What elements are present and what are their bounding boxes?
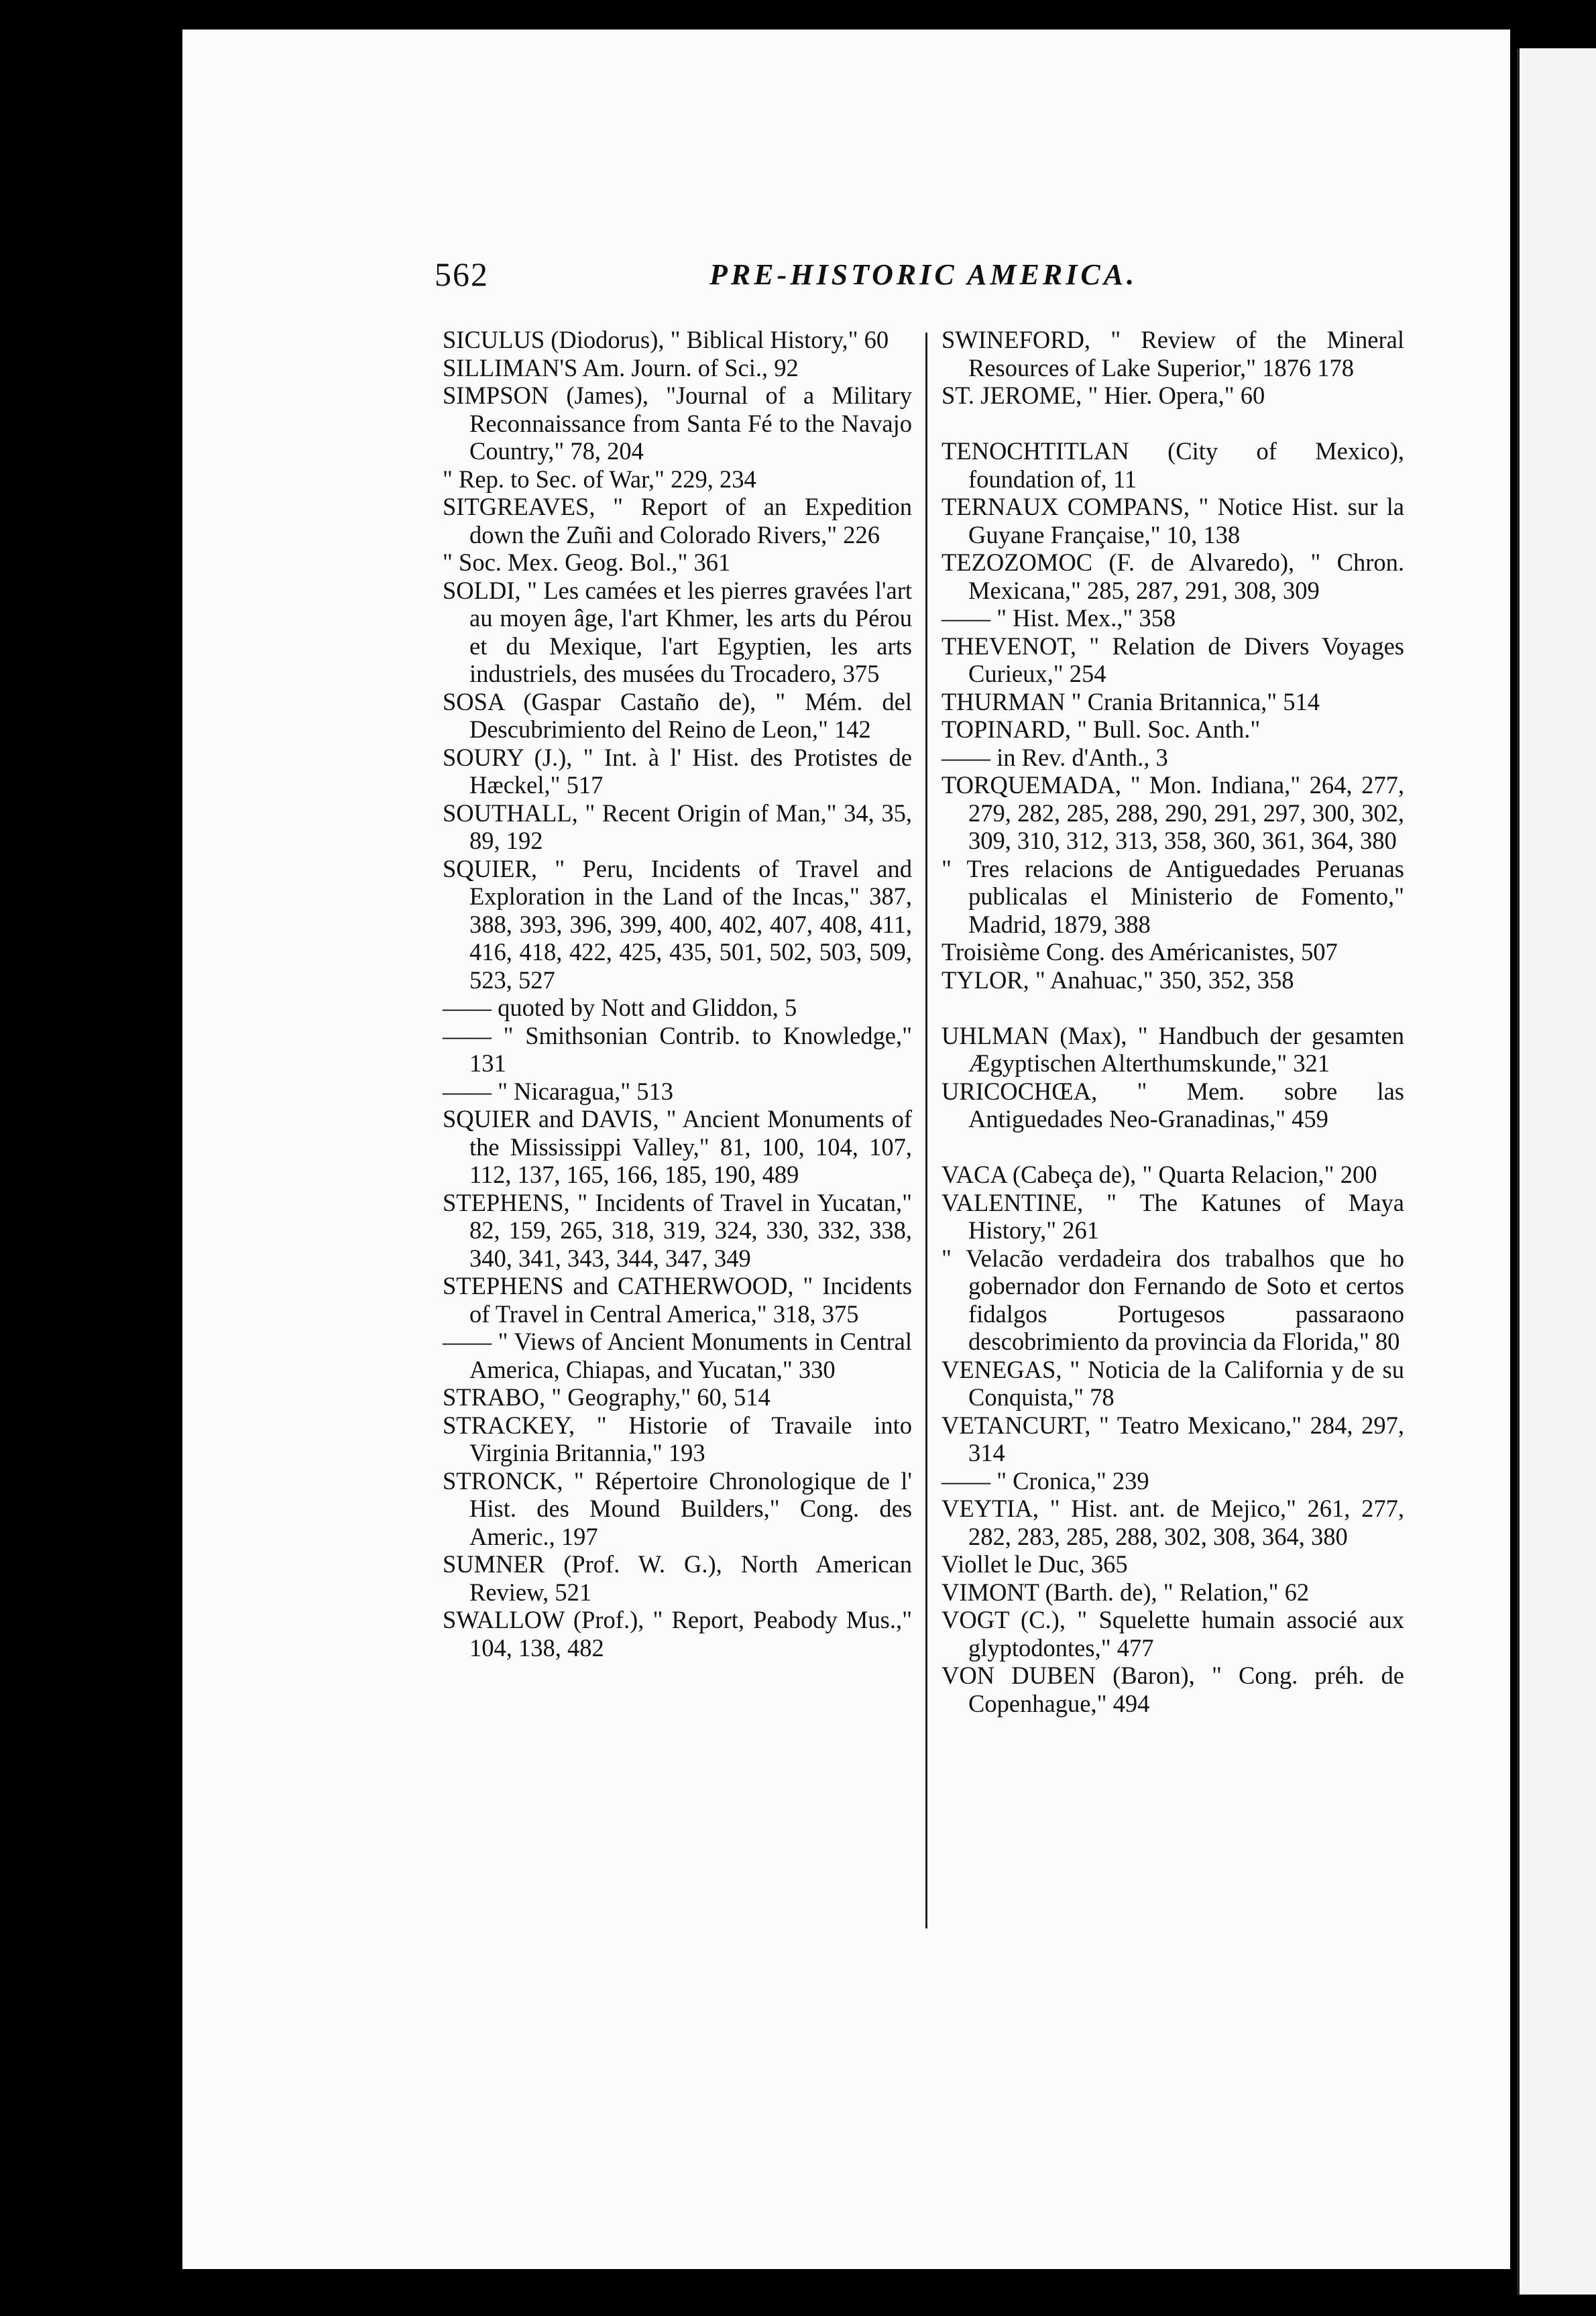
index-entry: STRONCK, " Répertoire Chronologique de l' Hist. des Mound Builders," Cong. des Americ., 197: [443, 1466, 912, 1550]
index-entry: THURMAN " Crania Britannica," 514: [942, 687, 1320, 715]
index-entry: SILLIMAN'S Am. Journ. of Sci., 92: [443, 353, 799, 382]
running-title: PRE-HISTORIC AMERICA.: [709, 258, 1138, 291]
index-entry: SOURY (J.), " Int. à l' Hist. des Protistes de Hæckel," 517: [443, 743, 912, 799]
index-entry: " Velacão verdadeira dos trabalhos que ho gobernador don Fernando de Soto et certos fidalgos Portugesos passaraono descobrimiento da provincia da Florida," 80: [942, 1244, 1404, 1355]
index-entry: TOPINARD, " Bull. Soc. Anth.": [942, 715, 1261, 743]
index-entry: SICULUS (Diodorus), " Biblical History," 60: [443, 326, 889, 353]
index-entry: UHLMAN (Max), " Handbuch der gesamten Ægyptischen Alterthumskunde," 321: [942, 1021, 1404, 1077]
index-entry: —— " Nicaragua," 513: [443, 1077, 674, 1105]
index-entry: SWINEFORD, " Review of the Mineral Resources of Lake Superior," 1876 178: [942, 326, 1404, 382]
page-header: [435, 255, 1186, 302]
index-entry: VEYTIA, " Hist. ant. de Mejico," 261, 277, 282, 283, 285, 288, 302, 308, 364, 380: [942, 1495, 1404, 1550]
index-entry: VENEGAS, " Noticia de la California y de su Conquista," 78: [942, 1355, 1404, 1411]
index-entry: SOLDI, " Les camées et les pierres gravées l'art au moyen âge, l'art Khmer, les arts du Pérou et du Mexique, l'art Egyptien, les arts industriels, des musées du Trocadero, 375: [443, 576, 912, 687]
index-entry: " Rep. to Sec. of War," 229, 234: [443, 465, 756, 493]
index-entry: —— " Hist. Mex.," 358: [942, 604, 1176, 632]
index-entry: VIMONT (Barth. de), " Relation," 62: [942, 1578, 1310, 1606]
index-entry: VOGT (C.), " Squelette humain associé aux glyptodontes," 477: [942, 1606, 1404, 1662]
index-entry: VETANCURT, " Teatro Mexicano," 284, 297, 314: [942, 1411, 1404, 1466]
index-entry: VON DUBEN (Baron), " Cong. préh. de Copenhague," 494: [942, 1662, 1404, 1717]
index-entry: SOSA (Gaspar Castaño de), " Mém. del Descubrimiento del Reino de Leon," 142: [443, 687, 912, 743]
index-entry: SUMNER (Prof. W. G.), North American Review, 521: [443, 1550, 912, 1606]
index-entry: SWALLOW (Prof.), " Report, Peabody Mus.," 104, 138, 482: [443, 1606, 912, 1662]
index-entry: STEPHENS and CATHERWOOD, " Incidents of Travel in Central America," 318, 375: [443, 1272, 912, 1328]
index-entry: SITGREAVES, " Report of an Expedition down the Zuñi and Colorado Rivers," 226: [443, 493, 912, 548]
index-entry: THEVENOT, " Relation de Divers Voyages Curieux," 254: [942, 632, 1404, 687]
facing-page-strip: [1517, 48, 1596, 2295]
index-entry: " Tres relacions de Antiguedades Peruanas publicalas el Ministerio de Fomento," Madrid, 1879, 388: [942, 854, 1404, 938]
index-entry: ST. JEROME, " Hier. Opera," 60: [942, 382, 1265, 409]
index-entry: SQUIER and DAVIS, " Ancient Monuments of the Mississippi Valley," 81, 100, 104, 107, 112, 137, 165, 166, 185, 190, 489: [443, 1105, 912, 1188]
index-entry: —— quoted by Nott and Gliddon, 5: [443, 994, 797, 1021]
index-entry: " Soc. Mex. Geog. Bol.," 361: [443, 548, 731, 576]
index-entry: —— " Cronica," 239: [942, 1466, 1149, 1495]
index-entry: SQUIER, " Peru, Incidents of Travel and Exploration in the Land of the Incas," 387, 388, 393, 396, 399, 400, 402, 407, 408, 411, 416, 418, 422, 425, 435, 501, 502, 503, 509, 523, 527: [443, 854, 912, 994]
index-column-left: [443, 326, 912, 1662]
index-entry: SIMPSON (James), "Journal of a Military Reconnaissance from Santa Fé to the Navajo Country," 78, 204: [443, 382, 912, 465]
page-number: 562: [435, 255, 489, 293]
index-entry: STEPHENS, " Incidents of Travel in Yucatan," 82, 159, 265, 318, 319, 324, 330, 332, 338, 340, 341, 343, 344, 347, 349: [443, 1188, 912, 1272]
index-column-right: [942, 326, 1404, 1717]
index-entry: TYLOR, " Anahuac," 350, 352, 358: [942, 966, 1294, 994]
index-entry: —— in Rev. d'Anth., 3: [942, 743, 1168, 771]
index-entry: TORQUEMADA, " Mon. Indiana," 264, 277, 279, 282, 285, 288, 290, 291, 297, 300, 302, 309, 310, 312, 313, 358, 360, 361, 364, 380: [942, 771, 1404, 854]
index-entry: TENOCHTITLAN (City of Mexico), foundation of, 11: [942, 437, 1404, 493]
index-entry: URICOCHŒA, " Mem. sobre las Antiguedades Neo-Granadinas," 459: [942, 1077, 1404, 1133]
index-entry: VALENTINE, " The Katunes of Maya History," 261: [942, 1188, 1404, 1244]
index-entry: STRABO, " Geography," 60, 514: [443, 1383, 771, 1411]
index-entry: —— " Views of Ancient Monuments in Central America, Chiapas, and Yucatan," 330: [443, 1328, 912, 1383]
index-entry: STRACKEY, " Historie of Travaile into Virginia Britannia," 193: [443, 1411, 912, 1466]
index-entry: —— " Smithsonian Contrib. to Knowledge," 131: [443, 1021, 912, 1077]
column-divider: [925, 333, 927, 1928]
index-entry: Viollet le Duc, 365: [942, 1550, 1128, 1578]
index-entry: TEZOZOMOC (F. de Alvaredo), " Chron. Mexicana," 285, 287, 291, 308, 309: [942, 548, 1404, 604]
index-entry: TERNAUX COMPANS, " Notice Hist. sur la Guyane Française," 10, 138: [942, 493, 1404, 548]
index-entry: VACA (Cabeça de), " Quarta Relacion," 200: [942, 1161, 1377, 1188]
index-entry: SOUTHALL, " Recent Origin of Man," 34, 35, 89, 192: [443, 799, 912, 854]
index-entry: Troisième Cong. des Américanistes, 507: [942, 938, 1338, 966]
